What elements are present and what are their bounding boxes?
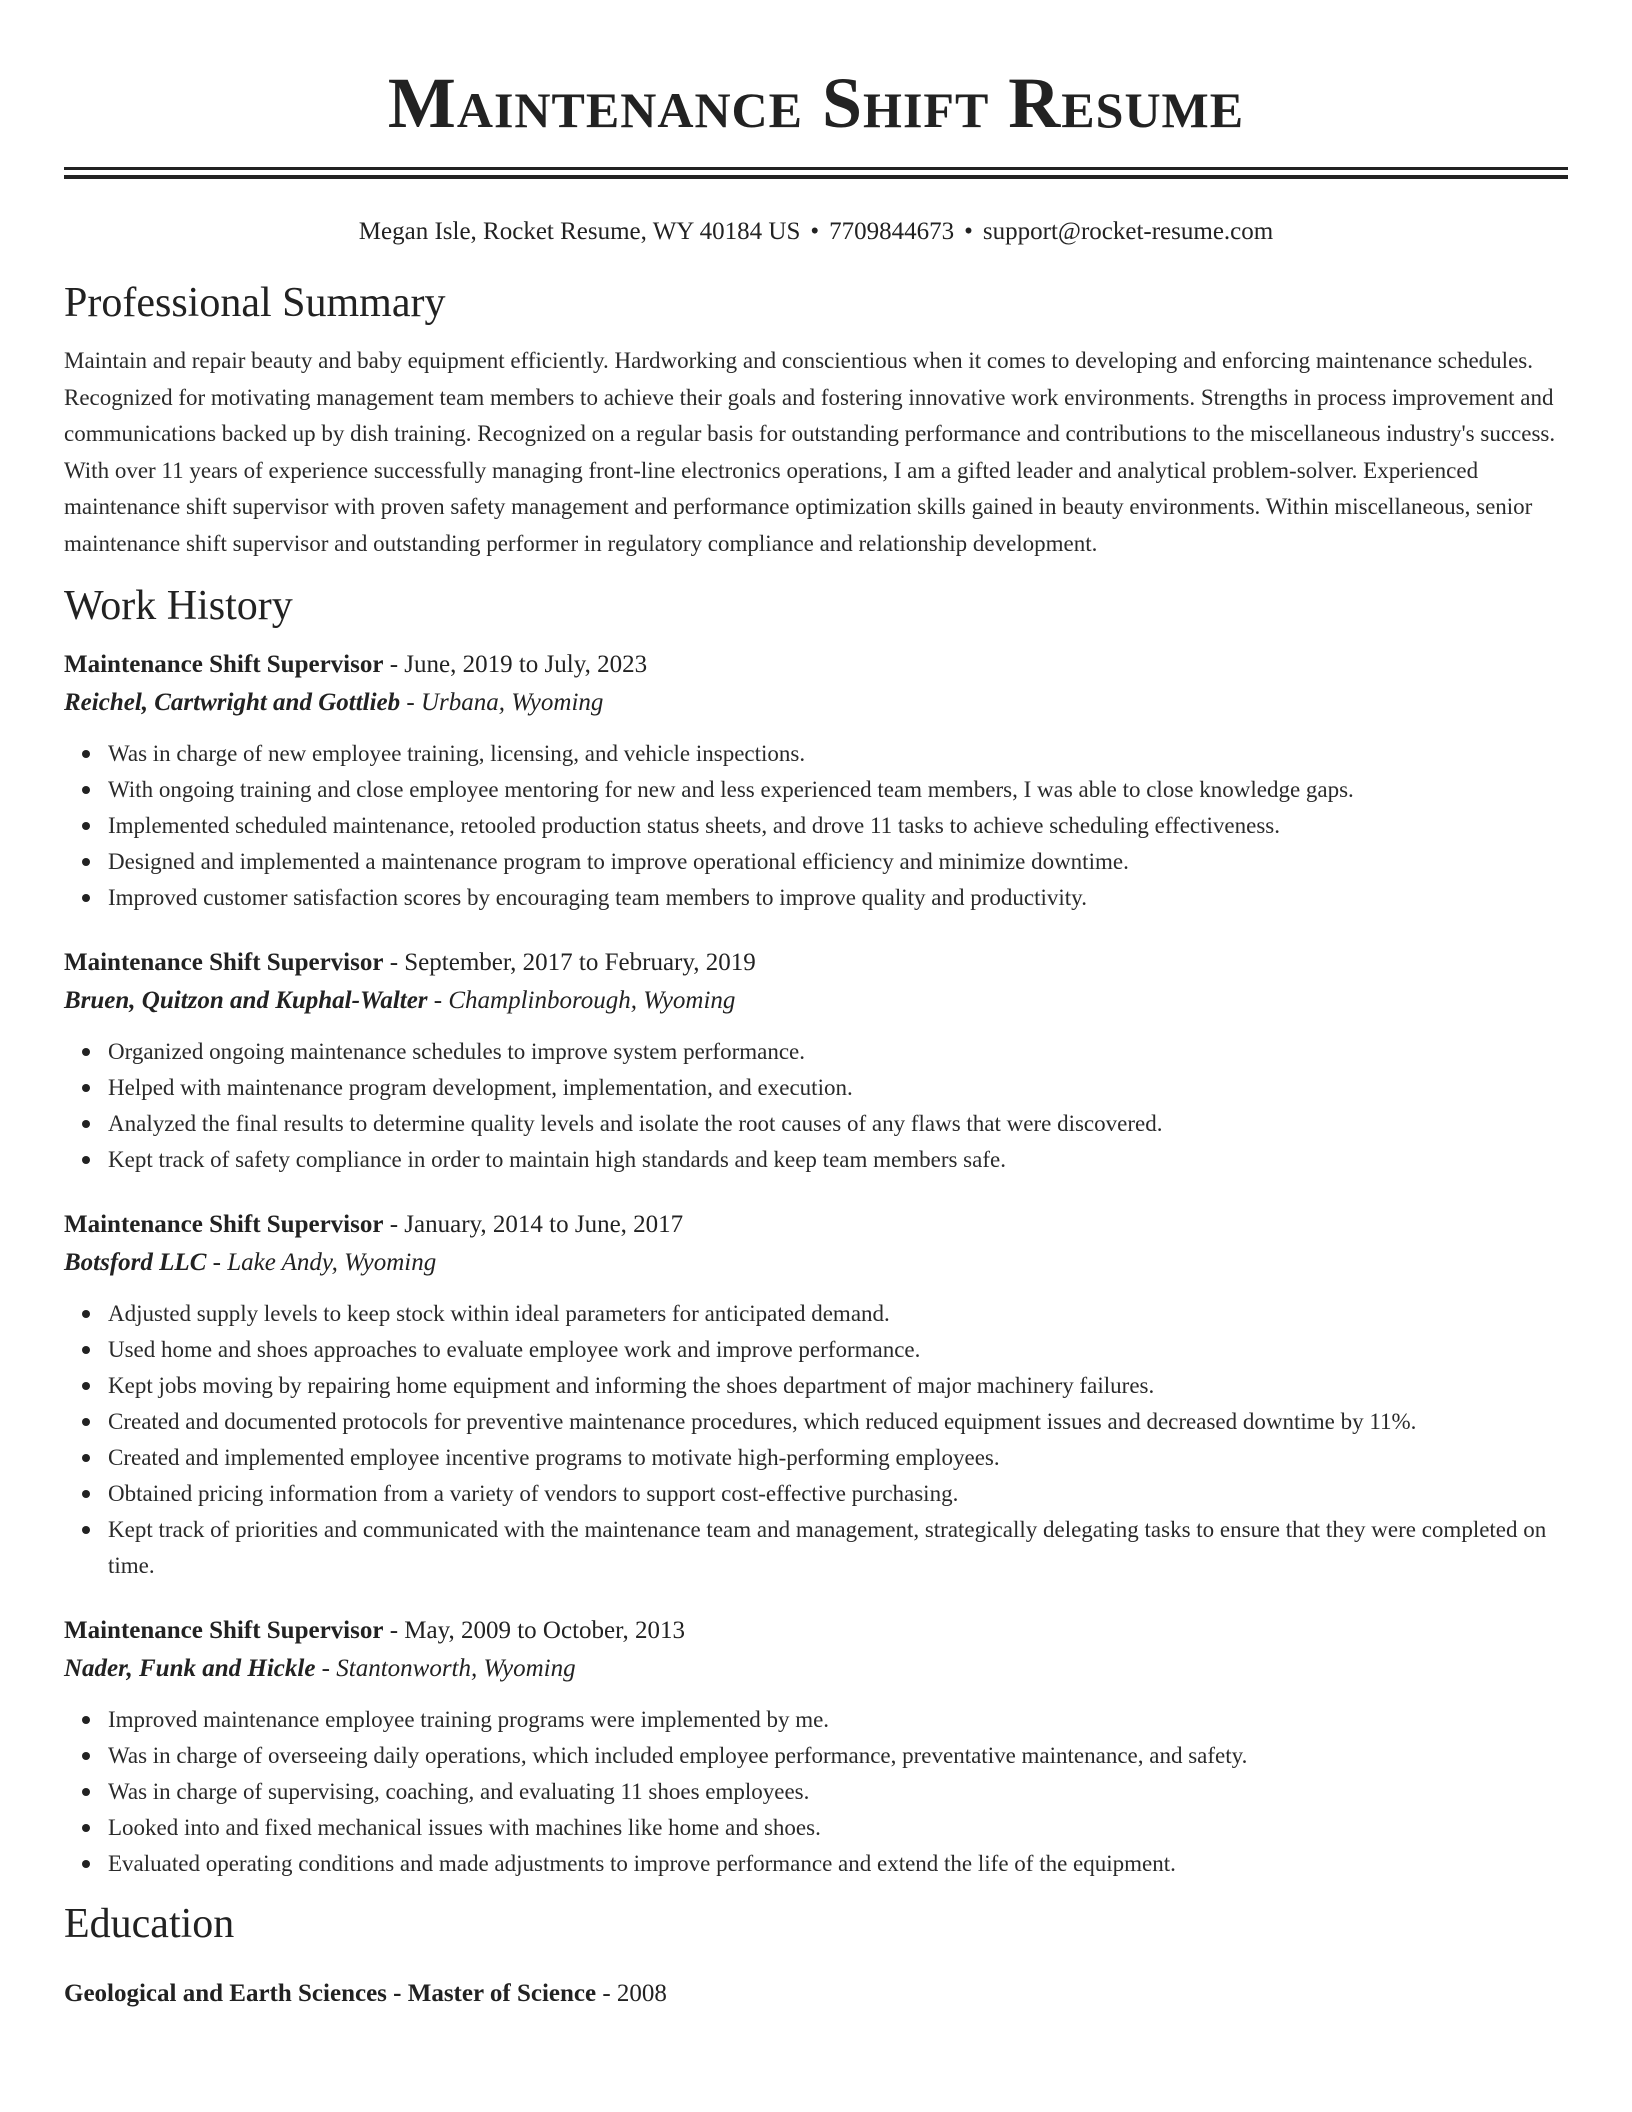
job-dates: - September, 2017 to February, 2019: [383, 949, 756, 976]
job-dates: - January, 2014 to June, 2017: [383, 1211, 684, 1238]
job-title: Maintenance Shift Supervisor: [64, 651, 384, 678]
job-company: Botsford LLC: [64, 1249, 207, 1276]
job-duties: [64, 736, 1568, 916]
summary-heading: Professional Summary: [64, 280, 446, 326]
education-year: - 2008: [596, 1980, 667, 2007]
job-duty: Implemented scheduled maintenance, retooled production status sheets, and drove 11 tasks to achieve scheduling effectiveness.: [108, 808, 1568, 844]
job-duties: [64, 1034, 1568, 1178]
contact-line: [64, 215, 1568, 249]
job-duty: Improved customer satisfaction scores by encouraging team members to improve quality and productivity.: [108, 880, 1568, 916]
job-duty: Created and documented protocols for preventive maintenance procedures, which reduced equipment issues and decreased downtime by 11%.: [108, 1404, 1568, 1440]
job-entry: [64, 646, 1568, 916]
job-duty: Was in charge of supervising, coaching, and evaluating 11 shoes employees.: [108, 1774, 1568, 1810]
resume-title: Maintenance Shift Resume: [387, 63, 1245, 143]
job-entry: [64, 944, 1568, 1178]
job-employer: [64, 1244, 1568, 1282]
job-duties: [64, 1702, 1568, 1882]
job-location: - Lake Andy, Wyoming: [206, 1249, 437, 1276]
job-location: - Champlinborough, Wyoming: [427, 987, 736, 1014]
job-duty: Kept track of priorities and communicated with the maintenance team and management, strategically delegating tasks to ensure that they were completed on time.: [108, 1512, 1568, 1584]
job-dates: - June, 2019 to July, 2023: [383, 651, 648, 678]
job-duty: Improved maintenance employee training programs were implemented by me.: [108, 1702, 1568, 1738]
job-duty: Designed and implemented a maintenance program to improve operational efficiency and minimize downtime.: [108, 844, 1568, 880]
job-company: Reichel, Cartwright and Gottlieb: [64, 689, 401, 716]
job-duty: With ongoing training and close employee mentoring for new and less experienced team members, I was able to close knowledge gaps.: [108, 772, 1568, 808]
job-duty: Was in charge of new employee training, licensing, and vehicle inspections.: [108, 736, 1568, 772]
education-heading: Education: [64, 1901, 235, 1947]
job-duty: Obtained pricing information from a variety of vendors to support cost-effective purchasing.: [108, 1476, 1568, 1512]
job-entry: [64, 1206, 1568, 1584]
job-dates: - May, 2009 to October, 2013: [383, 1617, 685, 1644]
job-duty: Helped with maintenance program development, implementation, and execution.: [108, 1070, 1568, 1106]
job-title: Maintenance Shift Supervisor: [64, 949, 384, 976]
job-duty: Evaluated operating conditions and made adjustments to improve performance and extend the life of the equipment.: [108, 1846, 1568, 1882]
contact-address: Megan Isle, Rocket Resume, WY 40184 US: [358, 218, 801, 245]
contact-separator: •: [964, 218, 973, 245]
job-duty: Analyzed the final results to determine quality levels and isolate the root causes of any flaws that were discovered.: [108, 1106, 1568, 1142]
contact-separator: •: [810, 218, 820, 245]
title-divider-bottom: [64, 175, 1568, 179]
job-duty: Kept track of safety compliance in order to maintain high standards and keep team members safe.: [108, 1142, 1568, 1178]
job-company: Nader, Funk and Hickle: [64, 1655, 316, 1682]
job-title: Maintenance Shift Supervisor: [64, 1617, 384, 1644]
job-employer: [64, 982, 1568, 1020]
job-header: [64, 1612, 1568, 1650]
job-title: Maintenance Shift Supervisor: [64, 1211, 384, 1238]
resume-page: [64, 0, 1568, 2012]
job-duty: Kept jobs moving by repairing home equipment and informing the shoes department of major machinery failures.: [108, 1368, 1568, 1404]
job-location: - Stantonworth, Wyoming: [315, 1655, 576, 1682]
job-duty: Looked into and fixed mechanical issues with machines like home and shoes.: [108, 1810, 1568, 1846]
job-header: [64, 1206, 1568, 1244]
work-history-heading: Work History: [64, 583, 293, 629]
job-header: [64, 646, 1568, 684]
job-duty: Used home and shoes approaches to evaluate employee work and improve performance.: [108, 1332, 1568, 1368]
job-duty: Was in charge of overseeing daily operations, which included employee performance, preventative maintenance, and safety.: [108, 1738, 1568, 1774]
job-employer: [64, 1650, 1568, 1688]
job-duties: [64, 1296, 1568, 1584]
job-location: - Urbana, Wyoming: [400, 689, 604, 716]
job-duty: Adjusted supply levels to keep stock within ideal parameters for anticipated demand.: [108, 1296, 1568, 1332]
job-entry: [64, 1612, 1568, 1882]
job-duty: Created and implemented employee incentive programs to motivate high-performing employees.: [108, 1440, 1568, 1476]
summary-text: Maintain and repair beauty and baby equipment efficiently. Hardworking and conscientious when it comes to developing and enforcing maintenance schedules. Recognized for motivating management team members to achieve their goals and fostering innovative work environments. Strengths in process improvement and communications backed up by dish training. Recognized on a regular basis for outstanding performance and contributions to the miscellaneous industry's success. With over 11 years of experience successfully managing front-line electronics operations, I am a gifted leader and analytical problem-solver. Experienced maintenance shift supervisor with proven safety management and performance optimization skills gained in beauty environments. Within miscellaneous, senior maintenance shift supervisor and outstanding performer in regulatory compliance and relationship development.: [64, 348, 1556, 556]
title-divider-top: [64, 167, 1568, 170]
job-duty: Organized ongoing maintenance schedules to improve system performance.: [108, 1034, 1568, 1070]
education-degree: Geological and Earth Sciences - Master of Science: [64, 1980, 597, 2007]
contact-phone: 7709844673: [829, 218, 955, 245]
education-entry: [64, 1976, 1568, 2012]
job-employer: [64, 684, 1568, 722]
job-company: Bruen, Quitzon and Kuphal-Walter: [64, 987, 428, 1014]
job-header: [64, 944, 1568, 982]
contact-email: support@rocket-resume.com: [982, 218, 1274, 245]
